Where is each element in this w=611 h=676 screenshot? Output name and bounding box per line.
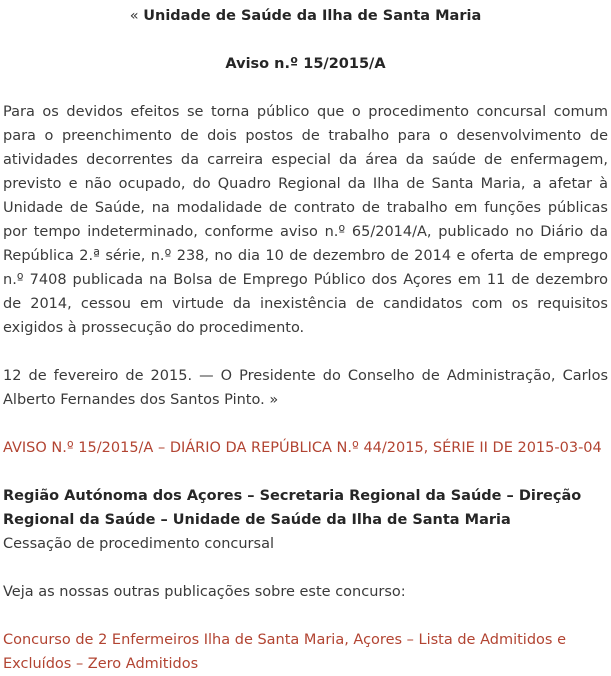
- related-publication-link[interactable]: Concurso de 2 Enfermeiros Ilha de Santa Maria, Açores – Lista de Admitidos e Excluídos – Zero Admitidos: [3, 632, 566, 672]
- notice-paragraph: Para os devidos efeitos se torna público que o procedimento concursal comum para o preenchimento de dois postos de trabalho para o desenvolvimento de atividades decorrentes da carreira especial da área da saúde de enfermagem, previsto e não ocupado, do Quadro Regional da Ilha de Santa Maria, a afetar à Unidade de Saúde, na modalidade de contrato de trabalho em funções públicas por tempo indeterminado, conforme aviso n.º 65/2014/A, publicado no Diário da República 2.ª série, n.º 238, no dia 10 de dezembro de 2014 e oferta de emprego n.º 7408 publicada na Bolsa de Emprego Público dos Açores em 11 de dezembro de 2014, cessou em virtude da inexistência de candidatos com os requisitos exigidos à prossecução do procedimento.: [3, 104, 608, 336]
- aviso-number: Aviso n.º 15/2015/A: [225, 56, 386, 72]
- signature-paragraph: 12 de fevereiro de 2015. — O Presidente do Conselho de Administração, Carlos Alberto Fernandes dos Santos Pinto. »: [3, 368, 608, 408]
- aviso-heading: [3, 52, 608, 76]
- article-title: [3, 4, 608, 28]
- region-heading: Região Autónoma dos Açores – Secretaria Regional da Saúde – Direção Regional da Saúde – Unidade de Saúde da Ilha de Santa Maria: [3, 488, 582, 528]
- see-more-text: Veja as nossas outras publicações sobre este concurso:: [3, 584, 406, 600]
- procedure-subtitle: Cessação de procedimento concursal: [3, 536, 274, 552]
- unit-title: Unidade de Saúde da Ilha de Santa Maria: [143, 8, 482, 24]
- aviso-dr-link[interactable]: AVISO N.º 15/2015/A – DIÁRIO DA REPÚBLICA N.º 44/2015, SÉRIE II DE 2015-03-04: [3, 440, 602, 456]
- quote-open: «: [129, 8, 144, 24]
